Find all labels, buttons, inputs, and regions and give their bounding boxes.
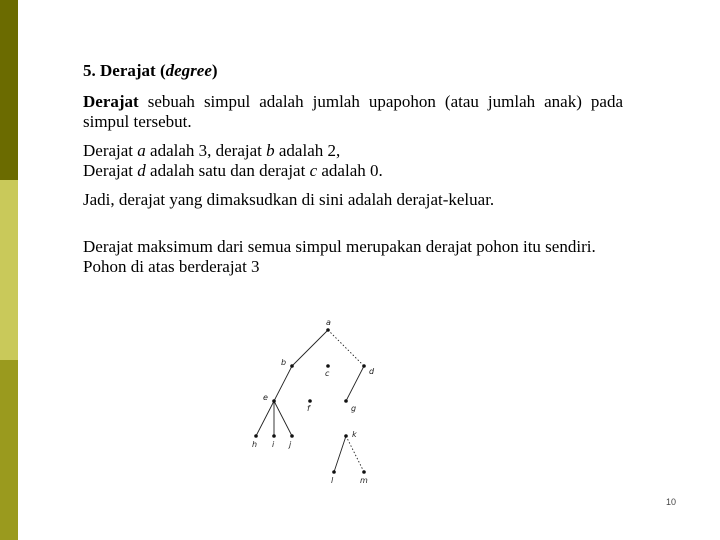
example-text: Derajat — [83, 161, 138, 180]
definition-text: sebuah simpul adalah jumlah upapohon (atau jumlah anak) pada simpul tersebut. — [83, 92, 623, 131]
tree-edge-k-l — [334, 436, 346, 472]
tree-node-label-j: j — [289, 440, 292, 449]
sidebar-segment-middle — [0, 180, 18, 360]
tree-edge-b-e — [274, 366, 292, 401]
heading-term: degree — [165, 61, 212, 80]
tree-node-h — [254, 434, 258, 438]
tree-node-label-a: a — [326, 318, 331, 327]
example-paragraph — [83, 141, 623, 181]
tree-node-label-k: k — [352, 430, 357, 439]
tree-node-label-d: d — [369, 367, 375, 376]
example-text: adalah 0. — [317, 161, 383, 180]
tree-edge-a-d — [328, 330, 364, 366]
slide-content — [83, 60, 623, 286]
sidebar-segment-top — [0, 0, 18, 180]
tree-node-c — [326, 364, 330, 368]
example-text: adalah satu dan derajat — [145, 161, 310, 180]
page-number: 10 — [665, 497, 676, 507]
tree-diagram — [240, 310, 390, 490]
tree-node-j — [290, 434, 294, 438]
tree-node-f — [308, 399, 312, 403]
example-var: c — [309, 161, 318, 180]
tree-node-label-e: e — [263, 393, 268, 402]
tree-node-label-c: c — [325, 369, 330, 378]
sidebar-segment-bottom — [0, 360, 18, 540]
tree-node-e — [272, 399, 276, 403]
definition-term: Derajat — [83, 92, 139, 111]
tree-edge-d-g — [346, 366, 364, 401]
tree-edge-a-b — [292, 330, 328, 366]
tree-edge-e-j — [274, 401, 292, 436]
section-heading — [83, 60, 623, 82]
tree-node-label-g: g — [351, 404, 357, 413]
tree-node-label-m: m — [360, 476, 368, 485]
tree-node-b — [290, 364, 294, 368]
example-text: adalah 2, — [274, 141, 341, 160]
example-var: b — [266, 141, 275, 160]
example-text: adalah 3, derajat — [145, 141, 267, 160]
example-var: d — [137, 161, 146, 180]
example-var: a — [137, 141, 146, 160]
tree-node-a — [326, 328, 330, 332]
tree-node-label-f: f — [307, 404, 310, 413]
tree-node-label-l: l — [331, 476, 334, 485]
tree-node-l — [332, 470, 336, 474]
heading-suffix: ) — [211, 61, 218, 80]
max-degree-paragraph: Derajat maksimum dari semua simpul merupakan derajat pohon itu sendiri. Pohon di atas berderajat 3 — [83, 237, 596, 276]
tree-node-label-h: h — [252, 440, 258, 449]
conclusion-paragraph: Jadi, derajat yang dimaksudkan di sini adalah derajat-keluar. — [83, 190, 495, 209]
example-text: Derajat — [83, 141, 138, 160]
definition-paragraph — [83, 92, 623, 132]
heading-prefix: 5. Derajat ( — [83, 61, 166, 80]
tree-node-k — [344, 434, 348, 438]
tree-node-g — [344, 399, 348, 403]
tree-edge-k-m — [346, 436, 364, 472]
sidebar-decoration — [0, 0, 18, 540]
tree-edge-e-h — [256, 401, 274, 436]
tree-node-label-b: b — [281, 358, 287, 367]
tree-node-label-i: i — [272, 440, 275, 449]
tree-node-m — [362, 470, 366, 474]
tree-node-i — [272, 434, 276, 438]
tree-node-d — [362, 364, 366, 368]
